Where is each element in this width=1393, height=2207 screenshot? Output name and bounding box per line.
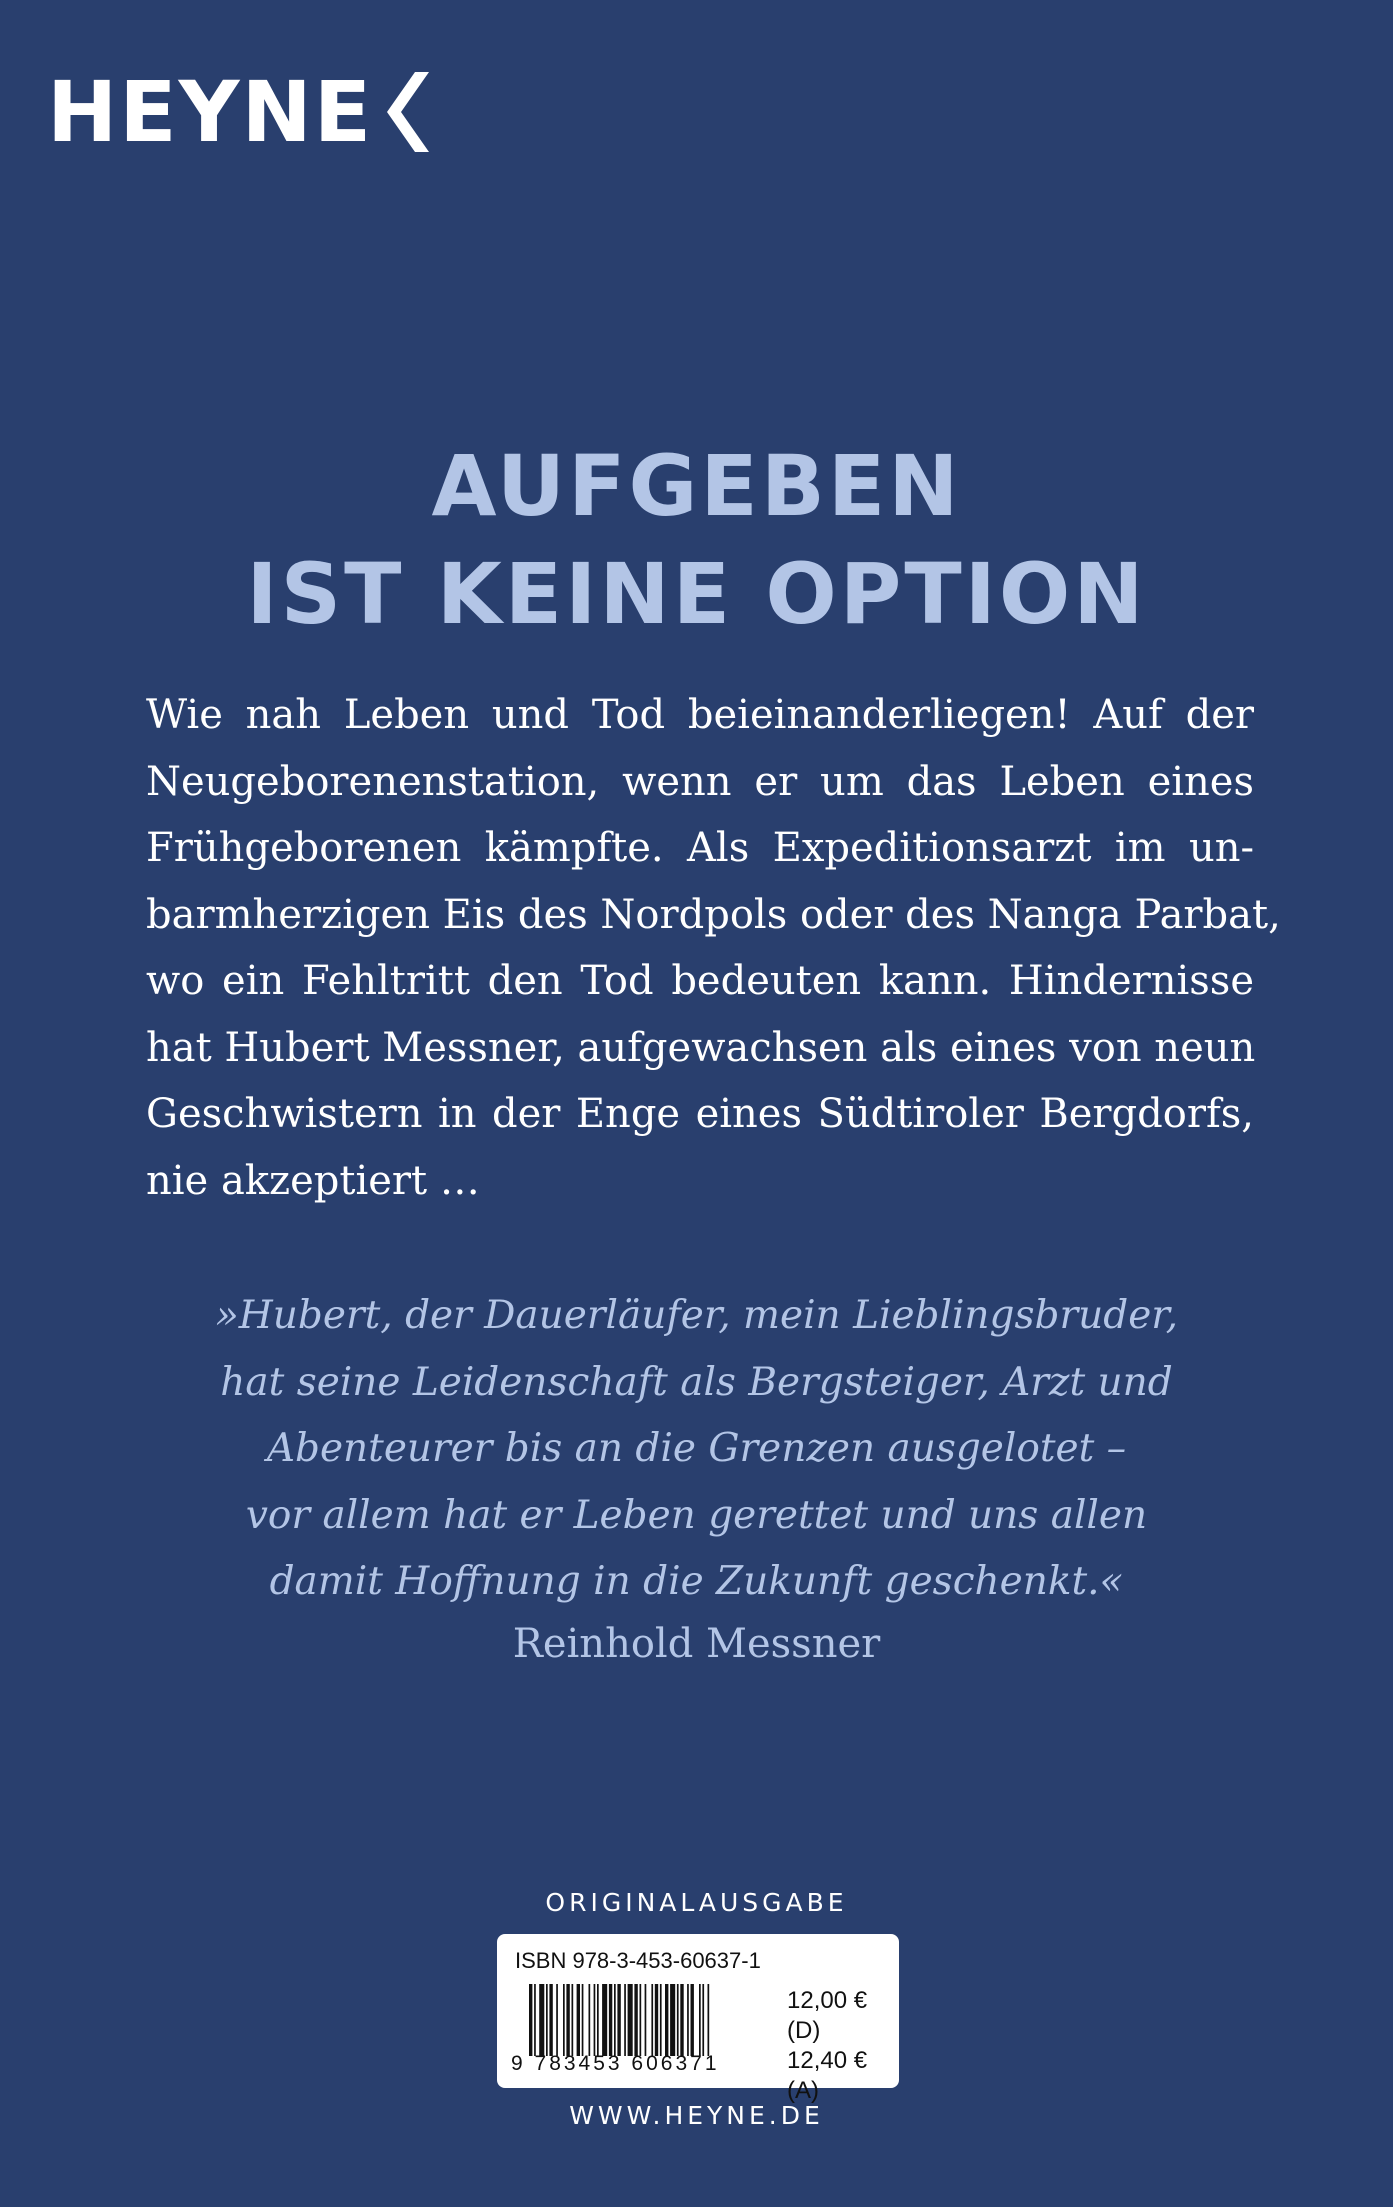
barcode-bar	[539, 1984, 544, 2056]
publisher-website: WWW.HEYNE.DE	[569, 2101, 824, 2130]
blurb-line: barmherzigen Eis des Nordpols oder des Nanga Parbat,	[146, 891, 1281, 938]
headline	[0, 432, 1393, 648]
barcode-bar	[589, 1984, 591, 2056]
barcode-bar	[708, 1984, 710, 2056]
price-austria: 12,40 € (A)	[787, 2047, 868, 2104]
blurb-line: Frühgeborenen kämpfte. Als Expeditionsarzt im un-	[146, 825, 1254, 871]
barcode-bar	[556, 1984, 558, 2056]
barcode-bar	[594, 1984, 596, 2056]
isbn-text: ISBN 978-3-453-60637-1	[515, 1948, 761, 1973]
barcode-bar	[624, 1984, 626, 2056]
quote-line: hat seine Leidenschaft als Bergsteiger, Arzt und	[220, 1359, 1173, 1405]
headline-line-1: AUFGEBEN	[431, 437, 962, 535]
quote-line: vor allem hat er Leben gerettet und uns allen	[245, 1492, 1148, 1538]
blurb-line: wo ein Fehltritt den Tod bedeuten kann. Hindernisse	[146, 958, 1254, 1004]
quote-line: damit Hoffnung in die Zukunft geschenkt.«	[269, 1559, 1124, 1604]
barcode-bar	[566, 1984, 569, 2056]
barcode-bar	[634, 1984, 637, 2056]
publisher-logo-text: HEYNE	[47, 63, 374, 161]
barcode-bar	[691, 1984, 694, 2056]
barcode-bar	[699, 1984, 701, 2056]
quote-line: Abenteurer bis an die Grenzen ausgelotet –	[266, 1426, 1127, 1471]
barcode-bar	[549, 1984, 552, 2056]
blurb-line: hat Hubert Messner, aufgewachsen als eines von neun	[146, 1024, 1256, 1071]
barcode-bar	[677, 1984, 679, 2056]
barcode-bar	[602, 1984, 607, 2056]
barcode-bar	[702, 1984, 704, 2056]
barcode-bar	[577, 1984, 580, 2056]
barcode-bar	[655, 1984, 658, 2056]
blurb-line: nie akzeptiert …	[146, 1157, 480, 1204]
barcode-bar	[617, 1984, 620, 2056]
barcode-bar	[572, 1984, 574, 2056]
price-list	[787, 1986, 899, 2106]
quote-author: Reinhold Messner	[512, 1621, 881, 1667]
barcode-bar	[665, 1984, 668, 2056]
barcode-bar	[628, 1984, 633, 2056]
barcode-bar	[687, 1984, 689, 2056]
publisher-logo	[47, 63, 429, 161]
barcode-bar	[670, 1984, 675, 2056]
barcode-bar	[534, 1984, 536, 2056]
barcode-bar	[597, 1984, 599, 2056]
price-germany: 12,00 € (D)	[787, 1987, 868, 2044]
barcode-bar	[645, 1984, 647, 2056]
quote-line: »Hubert, der Dauerläufer, mein Lieblingsbruder,	[214, 1293, 1179, 1338]
barcode-label	[497, 1934, 899, 2104]
blurb-line: Wie nah Leben und Tod beieinanderliegen! Auf der	[146, 692, 1254, 738]
barcode-bar	[680, 1984, 683, 2056]
headline-line-2: IST KEINE OPTION	[246, 545, 1147, 643]
barcode-bar	[529, 1984, 532, 2056]
barcode-bar	[640, 1984, 642, 2056]
barcode-bar	[614, 1984, 616, 2056]
barcode-bar	[651, 1984, 653, 2056]
blurb-line: Neugeborenenstation, wenn er um das Leben eines	[146, 758, 1254, 805]
barcode-bar	[563, 1984, 565, 2056]
barcode-bar	[609, 1984, 612, 2056]
blurb-text	[146, 682, 1281, 1214]
testimonial-quote	[0, 1283, 1393, 1616]
barcode-bar	[660, 1984, 662, 2056]
barcode-bar	[546, 1984, 548, 2056]
edition-label: ORIGINALAUSGABE	[545, 1888, 848, 1917]
barcode-bar	[582, 1984, 584, 2056]
barcode-icon	[529, 1984, 769, 2056]
barcode-digits: 9 783453 606371	[511, 2052, 720, 2075]
blurb-line: Geschwistern in der Enge eines Südtiroler Bergdorfs,	[146, 1091, 1254, 1137]
chevron-left-icon	[385, 72, 429, 152]
